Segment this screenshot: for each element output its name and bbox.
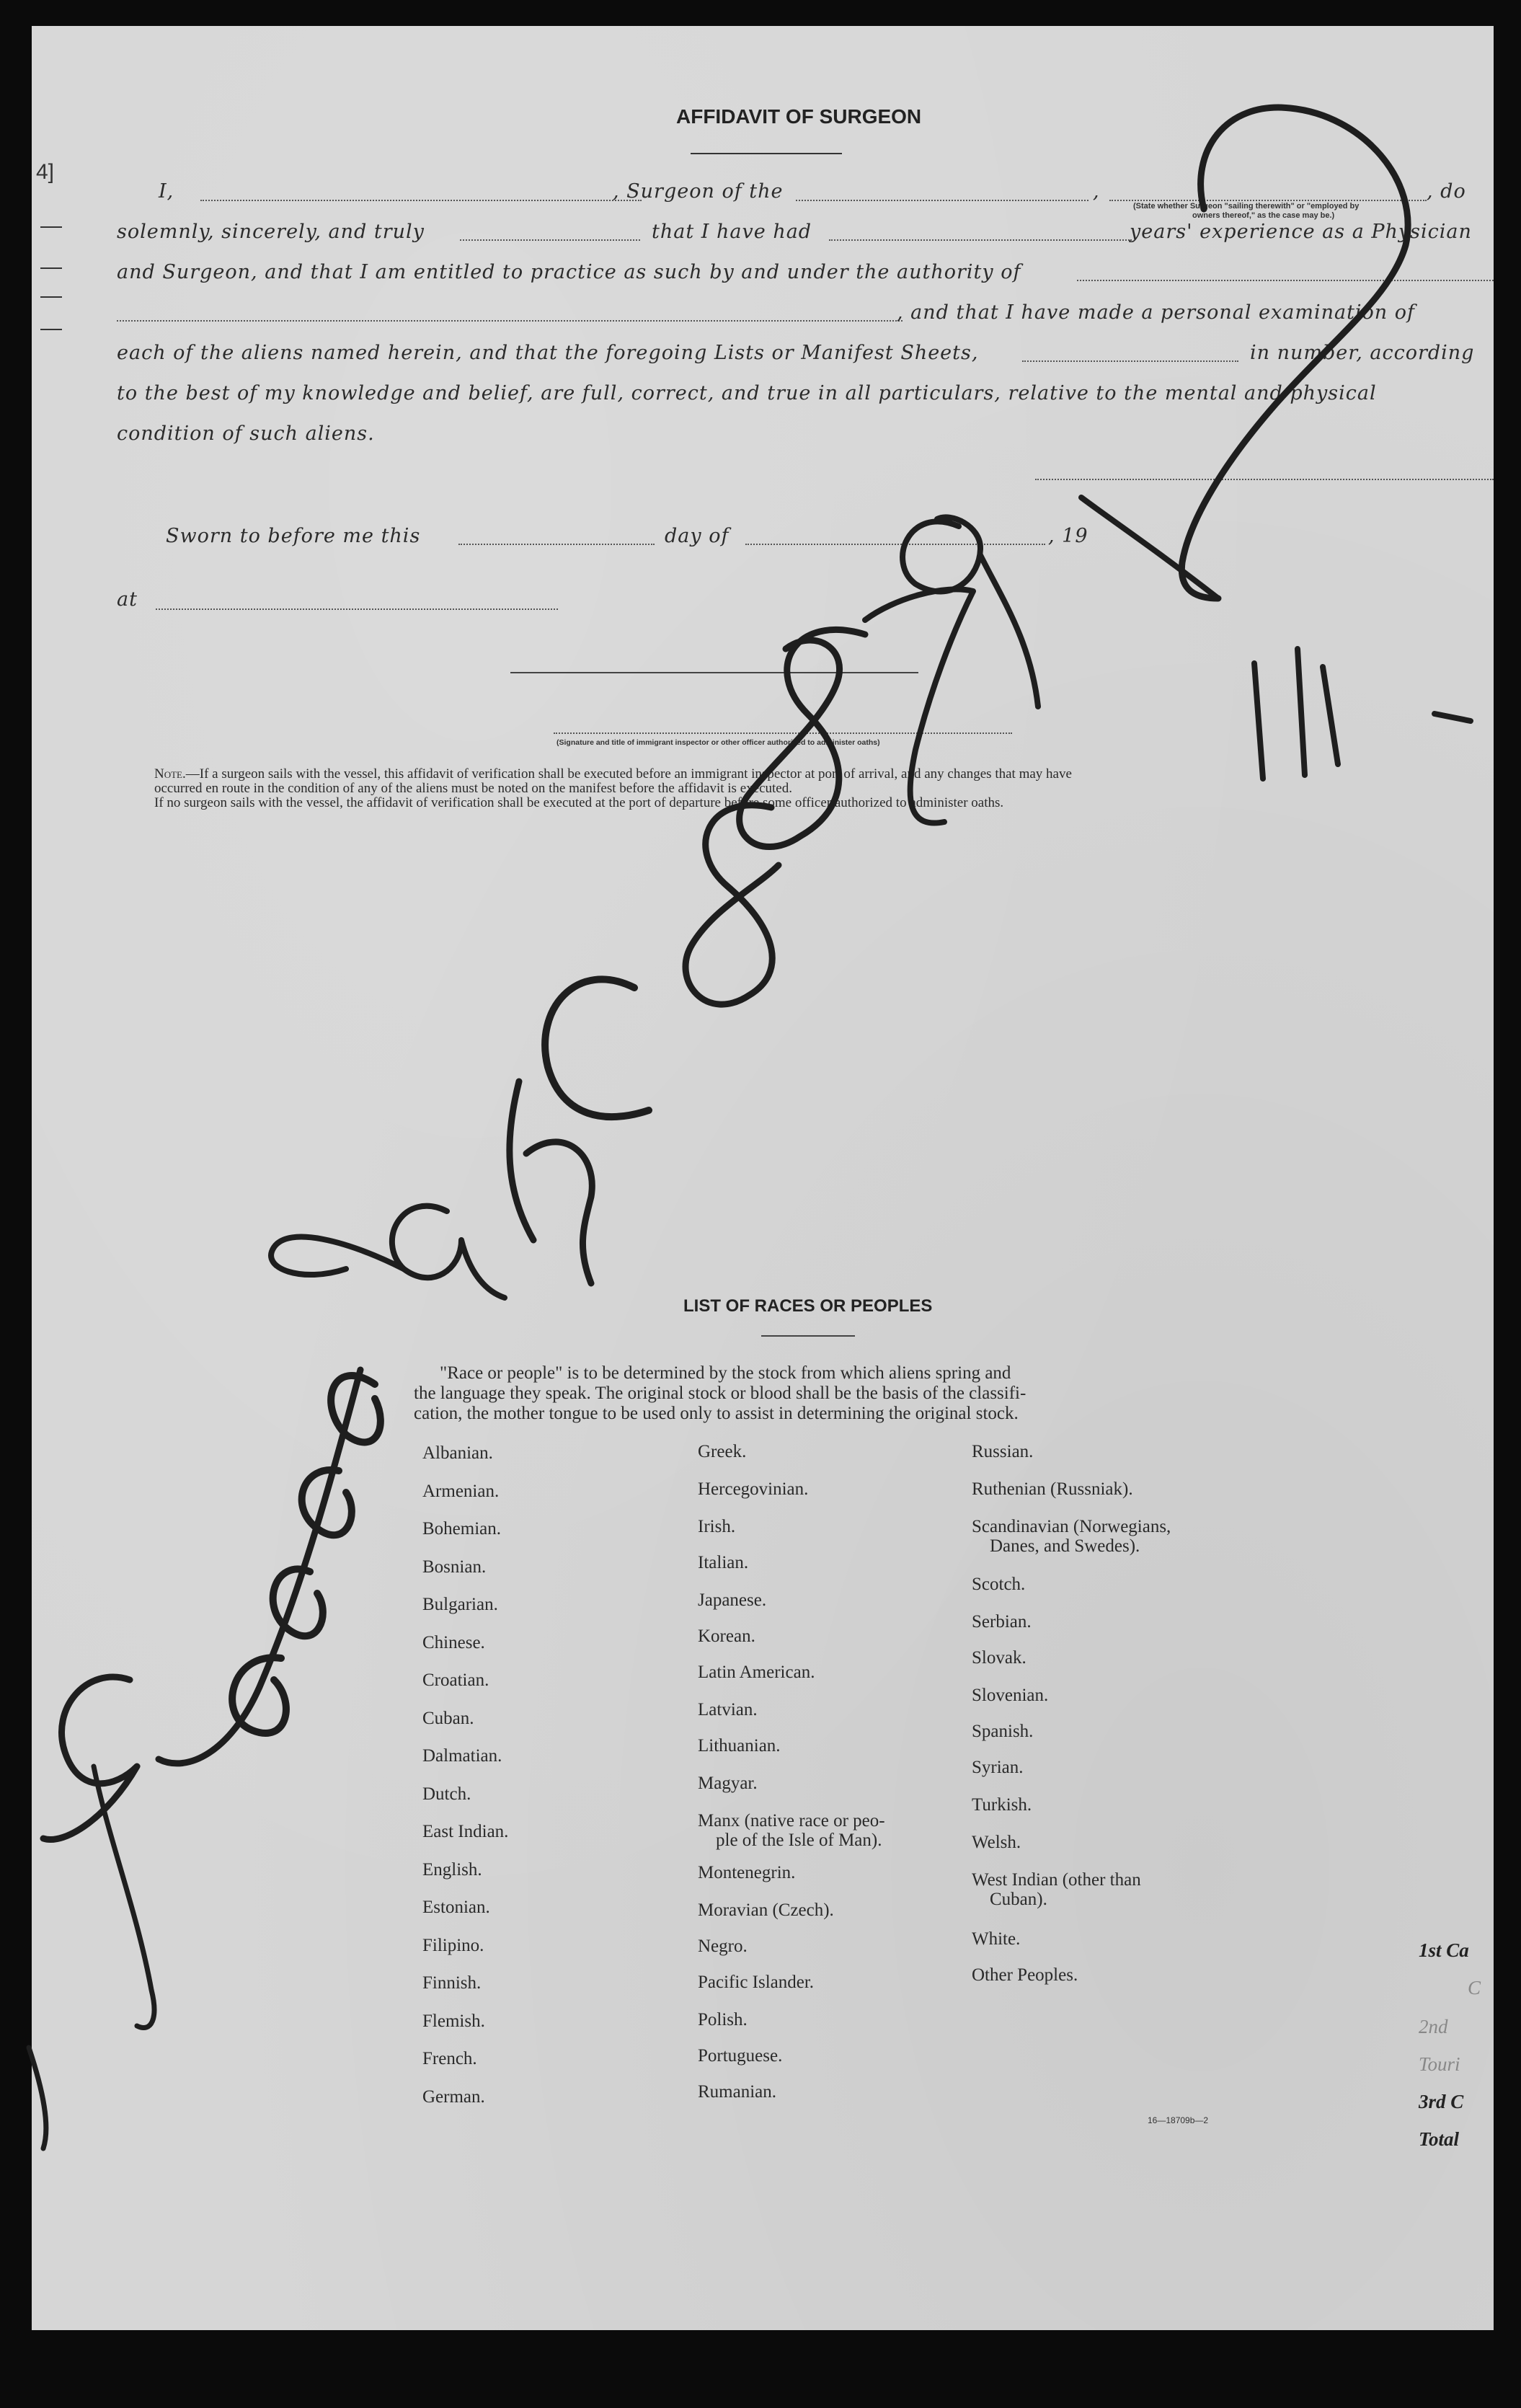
race-item: Dutch. (422, 1784, 471, 1804)
race-item: Armenian. (422, 1481, 500, 1501)
race-item: West Indian (other than Cuban). (972, 1870, 1141, 1909)
race-item: French. (422, 2049, 477, 2068)
race-item: Negro. (698, 1936, 748, 1956)
officer-signature-line (510, 672, 918, 673)
affidavit-line5-end: in number, according (1250, 342, 1475, 364)
race-item: Welsh. (972, 1833, 1021, 1852)
race-item: Korean. (698, 1626, 755, 1646)
race-item: Rumanian. (698, 2082, 777, 2102)
margin-class-item: Total (1419, 2128, 1460, 2150)
margin-class-item: 1st Ca (1419, 1939, 1469, 1961)
blank-day (458, 544, 655, 545)
race-item: Moravian (Czech). (698, 1900, 834, 1920)
race-item: Dalmatian. (422, 1746, 502, 1766)
margin-tick (40, 296, 62, 298)
day-of-text: day of (665, 525, 730, 547)
race-item: Other Peoples. (972, 1965, 1078, 1985)
race-item: Latin American. (698, 1663, 815, 1682)
blank-sworn-how (460, 239, 640, 241)
note-line1 (154, 767, 1072, 782)
affidavit-line4: , and that I have made a personal examination of (897, 301, 1416, 324)
race-item: Irish. (698, 1517, 736, 1536)
comma: , (1093, 180, 1100, 203)
races-intro-3: cation, the mother tongue to be used only to assist in determining the original stock. (414, 1404, 1019, 1423)
blank-sheets-count (1022, 360, 1238, 362)
affidavit-line2-end: years' experience as a Physician (1130, 221, 1472, 243)
blank-authority-cont (117, 320, 903, 322)
race-item: Filipino. (422, 1935, 484, 1955)
race-item: Cuban. (422, 1708, 474, 1728)
state-note-2: owners thereof," as the case may be.) (1192, 211, 1335, 220)
affidavit-line7: condition of such aliens. (117, 422, 375, 445)
affidavit-line1-do: , do (1427, 180, 1466, 203)
blank-status (1109, 200, 1427, 201)
race-item: Portuguese. (698, 2046, 783, 2066)
document-page (32, 26, 1494, 2330)
margin-tick (40, 267, 62, 269)
race-item: Bulgarian. (422, 1595, 498, 1614)
race-item: Montenegrin. (698, 1863, 796, 1882)
blank-vessel (796, 200, 1088, 201)
race-item: Syrian. (972, 1758, 1024, 1777)
margin-tick (40, 329, 62, 330)
margin-class-item: C (1468, 1977, 1481, 1998)
race-item: Serbian. (972, 1612, 1032, 1632)
note-line3: If no surgeon sails with the vessel, the affidavit of verification shall be executed at the port of departure before some officer authorized to administer oaths. (154, 795, 1004, 810)
margin-tick (40, 226, 62, 228)
race-item: Manx (native race or peo- ple of the Isle of Man). (698, 1811, 885, 1850)
race-item: Slovenian. (972, 1686, 1049, 1705)
race-item: White. (972, 1929, 1021, 1949)
affidavit-line6: to the best of my knowledge and belief, are full, correct, and true in all particulars, relative to the mental and physical (117, 382, 1377, 404)
margin-class-item: 3rd C (1419, 2091, 1464, 2112)
at-text: at (117, 588, 138, 611)
affidavit-title: AFFIDAVIT OF SURGEON (676, 105, 922, 128)
affidavit-line1-i: I, (159, 180, 174, 203)
blank-years (829, 239, 1132, 241)
margin-class-item: 2nd (1419, 2016, 1448, 2037)
blank-place (156, 608, 558, 610)
sworn-text: Sworn to before me this (166, 525, 421, 547)
race-item: Bosnian. (422, 1557, 487, 1577)
margin-class-item: Touri (1419, 2053, 1460, 2075)
affidavit-line2-start: solemnly, sincerely, and truly (117, 221, 425, 243)
race-item: Bohemian. (422, 1519, 502, 1539)
form-code: 16—18709b—2 (1148, 2115, 1209, 2125)
race-item: Ruthenian (Russniak). (972, 1479, 1133, 1499)
race-item: Magyar. (698, 1774, 758, 1793)
blank-surgeon-name (200, 200, 642, 201)
race-item: English. (422, 1859, 482, 1880)
race-item: Flemish. (422, 2011, 485, 2031)
race-item: Spanish. (972, 1722, 1034, 1741)
races-title-underline (761, 1335, 855, 1337)
affidavit-line5-start: each of the aliens named herein, and that the foregoing Lists or Manifest Sheets, (117, 342, 979, 364)
races-intro-2: the language they speak. The original stock or blood shall be the basis of the classifi- (414, 1384, 1026, 1403)
signature-caption: (Signature and title of immigrant inspector or other officer authorized to administer oaths) (556, 738, 880, 747)
note-label: Note. (154, 766, 186, 782)
blank-authority (1077, 280, 1494, 281)
surgeon-signature-line (1035, 479, 1494, 480)
race-item: Latvian. (698, 1700, 758, 1719)
affidavit-line2-mid: that I have had (652, 221, 812, 243)
year-text: , 19 (1048, 525, 1088, 547)
race-item: Italian. (698, 1553, 749, 1572)
race-item: Scotch. (972, 1575, 1026, 1594)
note-text-1: —If a surgeon sails with the vessel, this affidavit of verification shall be executed before an immigrant inspector at port of arrival, and any changes that may have (185, 766, 1072, 782)
race-item: Pacific Islander. (698, 1973, 815, 1992)
margin-mark: 4] (36, 160, 55, 184)
race-item: Japanese. (698, 1590, 767, 1610)
affidavit-line3: and Surgeon, and that I am entitled to practice as such by and under the authority of (117, 261, 1021, 283)
title-underline (691, 153, 842, 154)
race-item: East Indian. (422, 1822, 509, 1841)
race-item: Croatian. (422, 1670, 489, 1690)
races-intro-1: "Race or people" is to be determined by the stock from which aliens spring and (440, 1363, 1011, 1383)
race-item: Greek. (698, 1442, 747, 1461)
blank-month (745, 544, 1045, 545)
race-item: Finnish. (422, 1973, 482, 1993)
race-item: Chinese. (422, 1632, 485, 1652)
race-item: Turkish. (972, 1795, 1032, 1815)
race-item: Albanian. (422, 1443, 493, 1463)
races-title: LIST OF RACES OR PEOPLES (683, 1296, 933, 1316)
race-item: Russian. (972, 1442, 1034, 1461)
race-item: Lithuanian. (698, 1736, 781, 1756)
race-item: Scandinavian (Norwegians, Danes, and Swedes). (972, 1517, 1171, 1556)
affidavit-line1-surgeon-of: , Surgeon of the (613, 180, 784, 203)
race-item: Hercegovinian. (698, 1479, 809, 1499)
race-item: Estonian. (422, 1898, 490, 1917)
race-item: German. (422, 2086, 485, 2107)
race-item: Slovak. (972, 1648, 1026, 1668)
officer-title-line (554, 732, 1012, 734)
state-note-1: (State whether Surgeon "sailing therewith" or "employed by (1133, 202, 1360, 211)
note-line2: occurred en route in the condition of any of the aliens must be noted on the manifest before the affidavit is executed. (154, 781, 792, 796)
race-item: Polish. (698, 2010, 748, 2029)
